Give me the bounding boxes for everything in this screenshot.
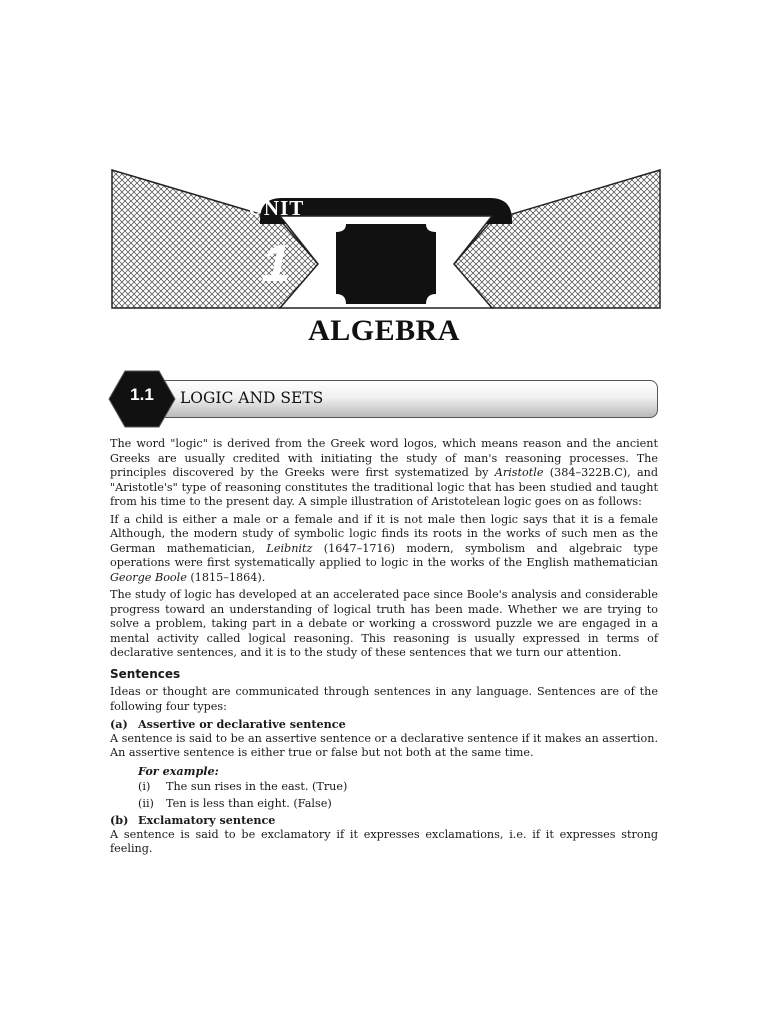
type-a-title: Assertive or declarative sentence [138, 717, 346, 731]
type-b-heading [110, 813, 658, 828]
section-number: 1.1 [130, 385, 154, 404]
list-item: (i) The sun rises in the east. (True) [138, 780, 348, 793]
sentences-heading: Sentences [110, 666, 181, 681]
unit-label: UNIT [247, 196, 305, 220]
unit-number: 1 [261, 235, 291, 293]
type-a-text: A sentence is said to be an assertive sentence or a declarative sentence if it makes an assertion. An assertive sentence is either true or false but not both at the same time. [110, 731, 658, 759]
section-title: LOGIC AND SETS [180, 389, 324, 407]
example-label: For example: [138, 763, 219, 778]
paragraph-study: The study of logic has developed at an accelerated pace since Boole's analysis and considerable progress toward an understanding of logical truth has been made. Whether we are trying to solve a problem, taking part in a debate or working a crossword puzzle we are engaged in a mental activity called logical reasoning. This reasoning is usually expressed in terms of declarative sentences, and it is to the study of these sentences that we turn our attention. [110, 588, 658, 659]
sentences-intro: Ideas or thought are communicated through sentences in any language. Sentences are of the following four types: [110, 685, 658, 713]
type-b-text: A sentence is said to be exclamatory if it expresses exclamations, i.e. if it expresses strong feeling. [110, 827, 658, 855]
chapter-title: ALGEBRA [308, 314, 460, 347]
paragraph-history: If a child is either a male or a female and if it is not male then logic says that it is a female Although, the modern study of symbolic logic finds its roots in the works of such men as the German mathematician, Leibnitz (1647–1716) modern, symbolism and algebraic type operations were first systematically applied to logic in the works of the English mathematician George Boole (1815–1864). [110, 512, 658, 584]
paragraph-intro: The word "logic" is derived from the Greek word logos, which means reason and the ancient Greeks are usually credited with initiating the study of man's reasoning processes. The principles discovered by the Greeks were first systematized by Aristotle (384–322B.C), and "Aristotle's" type of reasoning constitutes the traditional logic that has been studied and taught from his time to the present day. A simple illustration of Aristotelean logic goes on as follows: [110, 437, 659, 508]
name-aristotle: Aristotle [494, 466, 544, 479]
type-a-heading [110, 717, 658, 732]
name-leibnitz: Leibnitz [266, 541, 313, 555]
list-item: (ii) Ten is less than eight. (False) [138, 796, 332, 810]
type-a-marker: (a) [110, 717, 128, 731]
name-boole: George Boole [110, 570, 187, 584]
body-text [110, 437, 658, 860]
type-b-title: Exclamatory sentence [138, 813, 276, 827]
type-b-marker: (b) [110, 813, 129, 827]
